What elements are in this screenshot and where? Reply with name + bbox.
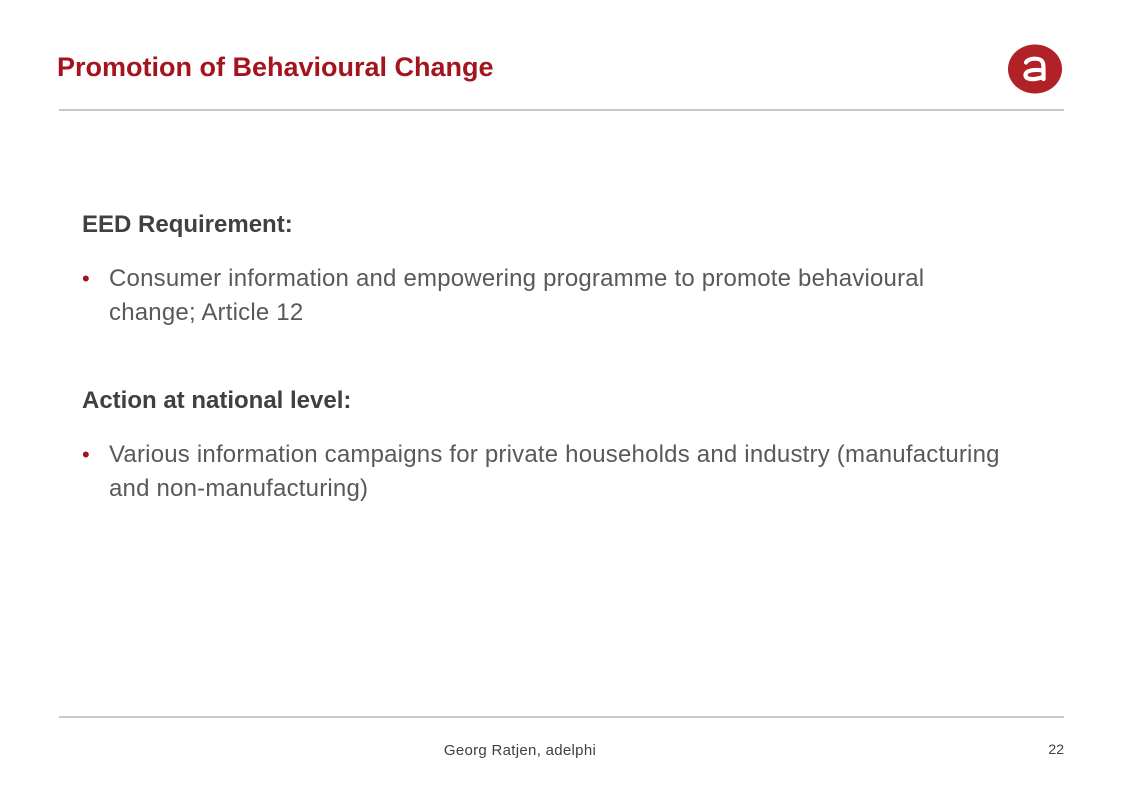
section-heading: EED Requirement:: [82, 211, 293, 238]
section-heading: Action at national level:: [82, 387, 352, 414]
bullet-item: [82, 438, 1002, 506]
bullet-icon: •: [82, 266, 90, 291]
slide-title: Promotion of Behavioural Change: [57, 52, 494, 82]
section-eed-requirement: [82, 208, 1002, 330]
footer-author: Georg Ratjen, adelphi: [443, 742, 597, 759]
section-national-action: [82, 384, 1002, 506]
bullet-text: Consumer information and empowering programme to promote behavioural change; Article 12: [109, 265, 925, 326]
header-divider: [59, 109, 1064, 111]
adelphi-logo: [1007, 44, 1063, 94]
footer-divider: [59, 716, 1064, 718]
page-number: 22: [1048, 741, 1064, 757]
slide-content: [82, 208, 1002, 506]
bullet-icon: •: [82, 442, 90, 467]
bullet-item: [82, 262, 1002, 330]
bullet-text: Various information campaigns for private households and industry (manufacturing and non-manufacturing): [109, 441, 1000, 502]
